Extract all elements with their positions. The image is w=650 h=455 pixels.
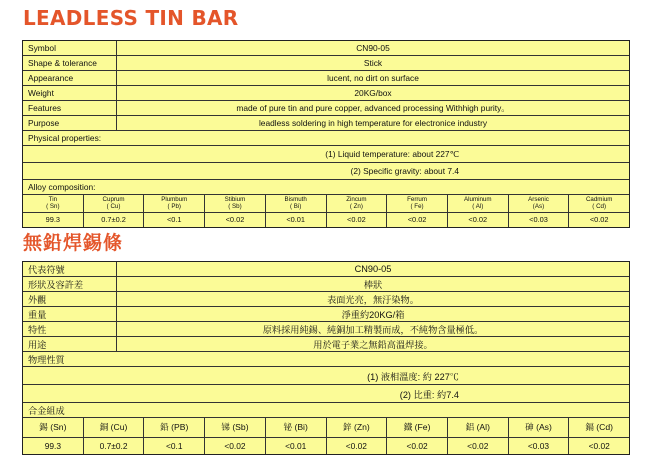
spec-row-weight: [23, 86, 629, 101]
alloy-value: <0.01: [266, 213, 327, 227]
alloy-element: 鋁 (Al): [448, 418, 509, 437]
spec-label: 代表符號: [23, 262, 117, 276]
alloy-value: <0.02: [327, 213, 388, 227]
spec-row-appearance: [23, 292, 629, 307]
alloy-element: 砷 (As): [509, 418, 570, 437]
spec-value: made of pure tin and pure copper, advanced processing Withhigh purity。: [236, 103, 510, 113]
alloy-element: Zincum ( Zn): [327, 195, 388, 212]
spec-row-weight: [23, 307, 629, 322]
physical-row: [23, 385, 629, 403]
alloy-element: Cuprum ( Cu): [84, 195, 145, 212]
alloy-value: <0.02: [205, 213, 266, 227]
spec-row-shape: [23, 56, 629, 71]
spec-value: 20KG/box: [354, 88, 392, 98]
spec-row-purpose: [23, 116, 629, 131]
alloy-heading-row: [23, 180, 629, 195]
spec-label: Shape & tolerance: [23, 56, 117, 70]
spec-value: 用於電子業之無鉛高溫焊接。: [313, 340, 433, 350]
spec-label: Features: [23, 101, 117, 115]
physical-property: (1) 液相溫度: 約 227℃: [367, 371, 459, 382]
alloy-element: 鉛 (PB): [144, 418, 205, 437]
alloy-values-row: [23, 438, 629, 454]
alloy-element: 銅 (Cu): [84, 418, 145, 437]
spec-value: 表面光亮，無汙染物。: [327, 295, 419, 305]
alloy-element: 铋 (Bi): [266, 418, 327, 437]
spec-label: Symbol: [23, 41, 117, 55]
alloy-value: <0.02: [387, 213, 448, 227]
alloy-value: <0.02: [589, 215, 609, 225]
physical-heading-row: [23, 352, 629, 367]
spec-value: 原料採用純錫、純銅加工精製而成，不純物含量極低。: [262, 325, 484, 335]
alloy-element: Arsenic (As): [509, 195, 570, 212]
spec-value: 淨重約20KG/箱: [341, 310, 405, 320]
physical-property: (2) 比重: 約7.4: [399, 389, 459, 400]
spec-row-symbol: [23, 262, 629, 277]
spec-value: CN90-05: [354, 264, 392, 274]
alloy-value: <0.1: [144, 438, 205, 454]
spec-value: leadless soldering in high temperature for electronice industry: [258, 118, 488, 128]
alloy-element: Tin ( Sn): [23, 195, 84, 212]
spec-row-features: [23, 101, 629, 116]
alloy-element: 锑 (Sb): [205, 418, 266, 437]
spec-label: 重量: [23, 307, 117, 321]
alloy-element: Bismuth ( Bi): [266, 195, 327, 212]
alloy-value: <0.02: [448, 213, 509, 227]
alloy-value: <0.1: [144, 213, 205, 227]
physical-property: (1) Liquid temperature: about 227℃: [325, 149, 459, 159]
alloy-value: 99.3: [23, 438, 84, 454]
chinese-spec-table: [22, 261, 630, 455]
spec-row-symbol: [23, 41, 629, 56]
physical-property: (2) Specific gravity: about 7.4: [350, 166, 459, 176]
alloy-value: <0.01: [266, 438, 327, 454]
spec-value: CN90-05: [356, 43, 390, 53]
physical-heading: Physical properties:: [28, 133, 102, 143]
alloy-element: Plumbum ( Pb): [144, 195, 205, 212]
physical-heading-row: [23, 131, 629, 146]
spec-value: lucent, no dirt on surface: [327, 73, 419, 83]
spec-label: 形狀及容許差: [23, 277, 117, 291]
alloy-element: 鋅 (Zn): [327, 418, 388, 437]
spec-label: Purpose: [23, 116, 117, 130]
alloy-value: <0.02: [448, 438, 509, 454]
alloy-header-row: [23, 195, 629, 213]
physical-row: [23, 367, 629, 385]
alloy-value: <0.02: [387, 438, 448, 454]
chinese-title: 無鉛焊錫條: [23, 232, 124, 254]
spec-row-appearance: [23, 71, 629, 86]
spec-row-shape: [23, 277, 629, 292]
spec-label: 用途: [23, 337, 117, 351]
alloy-element: 錫 (Sn): [23, 418, 84, 437]
alloy-element: Aluminum ( Al): [448, 195, 509, 212]
english-title: LEADLESS TIN BAR: [23, 6, 239, 30]
alloy-value: 0.7±0.2: [84, 438, 145, 454]
alloy-element: Cadmium ( Cd): [585, 196, 613, 210]
alloy-element: Ferrum ( Fe): [387, 195, 448, 212]
alloy-values-row: [23, 213, 629, 227]
alloy-value: <0.02: [205, 438, 266, 454]
alloy-heading: 合金組成: [28, 406, 65, 416]
spec-label: 外觀: [23, 292, 117, 306]
alloy-element: Stibium ( Sb): [205, 195, 266, 212]
alloy-value: <0.02: [588, 440, 610, 451]
english-spec-table: [22, 40, 630, 228]
alloy-header-row: [23, 418, 629, 438]
alloy-heading: Alloy composition:: [28, 182, 96, 192]
spec-label: Appearance: [23, 71, 117, 85]
alloy-value: <0.03: [509, 213, 570, 227]
spec-row-features: [23, 322, 629, 337]
alloy-element: 鎘 (Cd): [585, 421, 614, 432]
alloy-element: 鐵 (Fe): [387, 418, 448, 437]
alloy-value: 99.3: [23, 213, 84, 227]
alloy-value: <0.02: [327, 438, 388, 454]
physical-row: [23, 146, 629, 163]
spec-label: 特性: [23, 322, 117, 336]
spec-label: Weight: [23, 86, 117, 100]
spec-row-purpose: [23, 337, 629, 352]
alloy-value: <0.03: [509, 438, 570, 454]
alloy-value: 0.7±0.2: [84, 213, 145, 227]
physical-heading: 物理性質: [28, 355, 65, 365]
alloy-heading-row: [23, 403, 629, 418]
spec-value: 棒狀: [363, 280, 383, 290]
physical-row: [23, 163, 629, 180]
spec-value: Stick: [363, 58, 383, 68]
